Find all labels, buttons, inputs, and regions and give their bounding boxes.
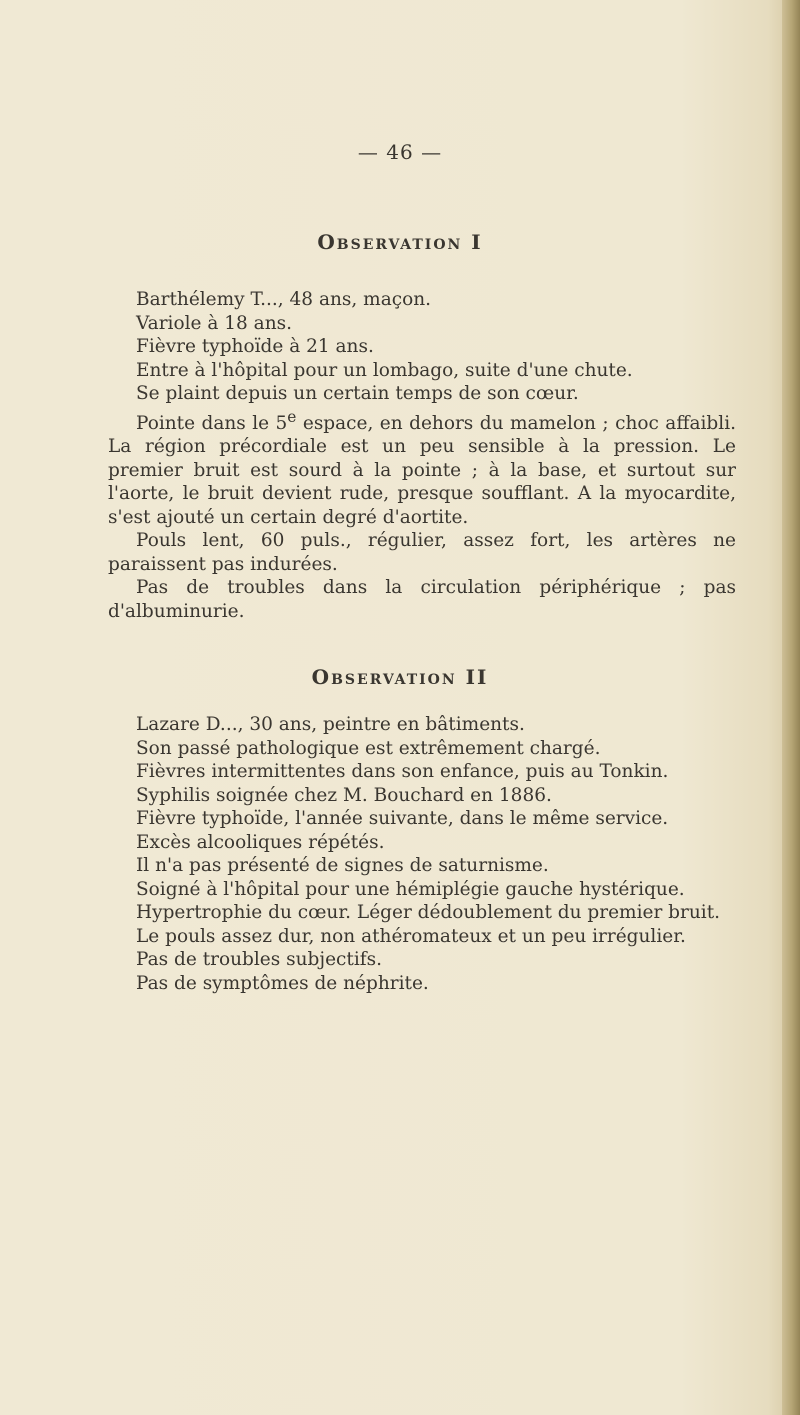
obs1-line: Barthélemy T..., 48 ans, maçon. [136, 289, 432, 310]
obs2-line: Il n'a pas présenté de signes de saturnisme. [136, 855, 549, 876]
obs2-line: Le pouls assez dur, non athéromateux et un peu irrégulier. [136, 925, 686, 947]
observation-1-body [108, 288, 736, 623]
obs1-line: Variole à 18 ans. [136, 312, 292, 334]
observation-1-title: Observation I [317, 230, 483, 254]
obs2-line: Fièvres intermittentes dans son enfance, puis au Tonkin. [136, 761, 669, 782]
obs1-line: Entre à l'hôpital pour un lombago, suite d'une chute. [136, 359, 633, 381]
obs1-paragraph: Pas de troubles dans la circulation périphérique ; pas d'albuminurie. [108, 577, 736, 622]
obs2-line: Soigné à l'hôpital pour une hémiplégie gauche hystérique. [136, 878, 685, 900]
obs2-line: Fièvre typhoïde, l'année suivante, dans le même service. [136, 808, 669, 829]
obs1-line: Fièvre typhoïde à 21 ans. [136, 336, 374, 357]
observation-2-title: Observation II [311, 665, 489, 689]
obs1-paragraph [108, 406, 736, 530]
obs1-line: Se plaint depuis un certain temps de son cœur. [136, 383, 579, 404]
obs2-line: Pas de troubles subjectifs. [136, 949, 382, 970]
obs2-line: Excès alcooliques répétés. [136, 831, 385, 853]
obs2-line: Hypertrophie du cœur. Léger dédoublement du premier bruit. [136, 902, 721, 923]
page-number: — 46 — [357, 140, 443, 164]
obs2-line: Syphilis soignée chez M. Bouchard en 1886. [136, 784, 552, 806]
obs2-line: Son passé pathologique est extrêmement chargé. [136, 737, 601, 759]
obs2-line: Lazare D..., 30 ans, peintre en bâtiments. [136, 714, 525, 735]
page-edge [782, 0, 800, 1415]
ordinal-superscript: e [287, 407, 297, 426]
obs2-line: Pas de symptômes de néphrite. [136, 972, 429, 994]
observation-2-body [108, 713, 736, 995]
obs1-paragraph: Pouls lent, 60 puls., régulier, assez fort, les artères ne paraissent pas indurées. [108, 530, 736, 575]
obs1-paragraph-rest: espace, en dehors du mamelon ; choc affaibli. La région précordiale est un peu sensible à la pression. Le premier bruit est sourd à la pointe ; à la base, et surtout sur l'aorte, le bruit devient rude, presque soufflant. A la myocardite, s'est ajouté un certain degré d'aortite. [108, 412, 736, 528]
obs1-paragraph-start: Pointe dans le 5 [136, 412, 288, 434]
